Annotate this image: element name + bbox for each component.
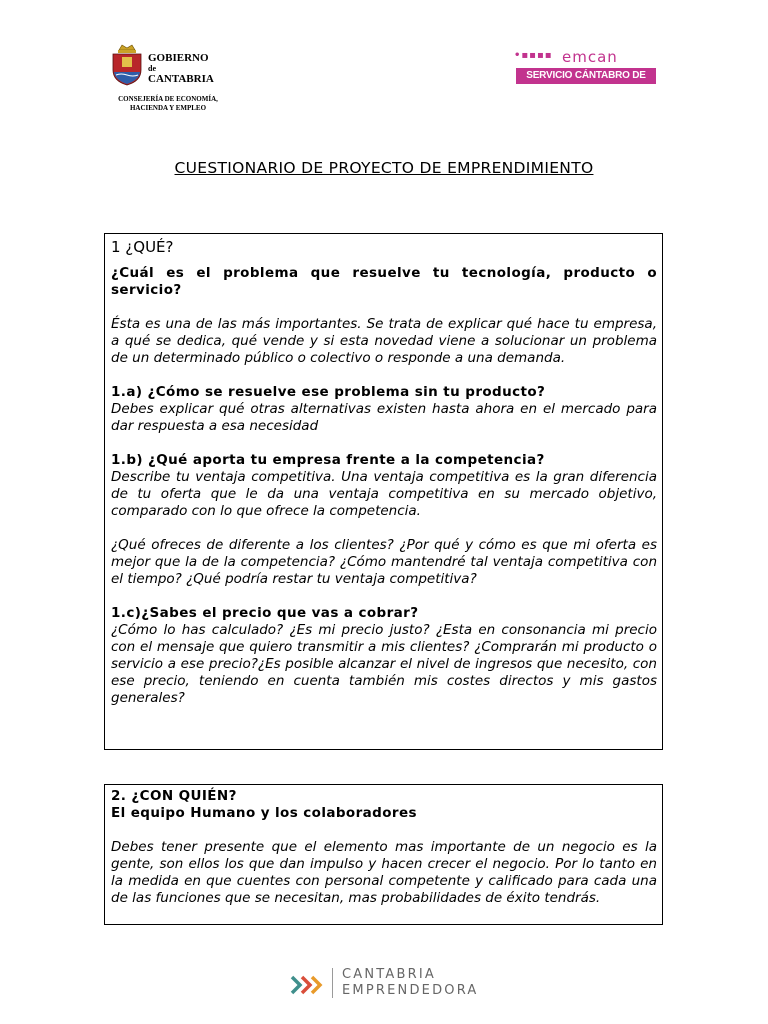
section1-heading: 1 ¿QUÉ? — [111, 238, 174, 256]
cantabria-coat-of-arms-icon — [110, 44, 144, 86]
emcan-subtitle: SERVICIO CÁNTABRO DE EMPLEO — [516, 68, 656, 84]
question-1c: 1.c)¿Sabes el precio que vas a cobrar? — [111, 605, 419, 621]
page-header — [0, 40, 768, 120]
section-con-quien-box — [104, 784, 663, 925]
emcan-dots-icon: •▪▪▪▪ — [514, 50, 553, 61]
question-1c-text: ¿Cómo lo has calculado? ¿Es mi precio justo? ¿Esta en consonancia mi precio con el mensaje que quiero transmitir a mis clientes? ¿Comprarán mi producto o servicio a ese precio?¿Es posible alcanzar el nivel de ingresos que necesito, con ese precio, teniendo en cuenta también mis costes directos y mis gastos generales? — [111, 622, 657, 706]
section2-subheading: El equipo Humano y los colaboradores — [111, 805, 417, 821]
gobierno-name: GOBIERNO de CANTABRIA — [148, 52, 214, 85]
question-1a-text: Debes explicar qué otras alternativas existen hasta ahora en el mercado para dar respuesta a esa necesidad — [111, 401, 657, 434]
footer-logo-text: CANTABRIA EMPRENDEDORA — [342, 967, 479, 998]
cantabria-emprendedora-logo — [288, 963, 488, 1003]
section-que-box — [104, 233, 663, 750]
question-1b: 1.b) ¿Qué aporta tu empresa frente a la competencia? — [111, 452, 545, 468]
emcan-brand: emcan — [562, 48, 618, 66]
question-1b-text: Describe tu ventaja competitiva. Una ventaja competitiva es la gran diferencia de tu oferta que le da una ventaja competitiva en su mercado objetivo, comparado con lo que ofrece la competencia. — [111, 469, 657, 519]
section1-question: ¿Cuál es el problema que resuelve tu tecnología, producto o servicio? — [111, 265, 657, 298]
emcan-logo — [514, 48, 656, 97]
consejeria-name: CONSEJERÍA DE ECONOMÍA, HACIENDA Y EMPLEO — [118, 95, 218, 112]
question-1a: 1.a) ¿Cómo se resuelve ese problema sin tu producto? — [111, 384, 546, 400]
chevrons-logo-icon — [290, 973, 324, 997]
question-1b-text-2: ¿Qué ofreces de diferente a los clientes? ¿Por qué y cómo es que mi oferta es mejor que la de la competencia? ¿Cómo mantendré tal ventaja competitiva con el tiempo? ¿Qué podría restar tu ventaja competitiva? — [111, 537, 657, 587]
section2-text: Debes tener presente que el elemento mas importante de un negocio es la gente, son ellos los que dan impulso y hacen crecer el negocio. Por lo tanto en la medida en que cuentes con personal competente y calificado para cada una de las funciones que se necesitan, mas probabilidades de éxito tendrás. — [111, 839, 657, 906]
logo-divider — [332, 968, 333, 998]
document-title: CUESTIONARIO DE PROYECTO DE EMPRENDIMIENTO — [174, 159, 594, 177]
section1-explanation: Ésta es una de las más importantes. Se trata de explicar qué hace tu empresa, a qué se dedica, qué vende y si esta novedad viene a solucionar un problema de un determinado público o colectivo o responde a una demanda. — [111, 316, 657, 366]
section2-heading: 2. ¿CON QUIÉN? — [111, 788, 237, 804]
gobierno-cantabria-logo — [108, 40, 228, 115]
